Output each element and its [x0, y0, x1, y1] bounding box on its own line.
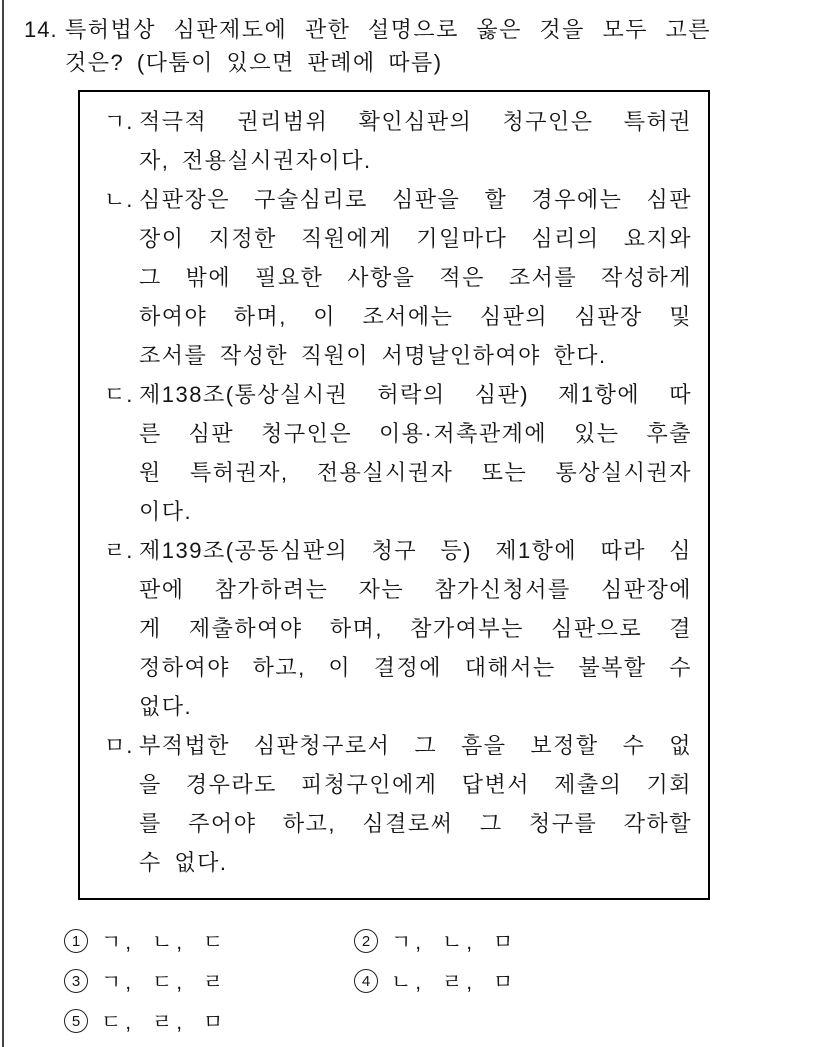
answer-choice-5[interactable]: [64, 1008, 354, 1033]
answer-choice-2[interactable]: [354, 928, 826, 953]
statement-line: 장이 지정한 직원에게 기일마다 심리의 요지와: [139, 226, 692, 251]
choice-number-circle-icon: 2: [354, 929, 378, 953]
statement-label: ㄴ.: [104, 187, 134, 212]
statement-line: 심판장은 구술심리로 심판을 할 경우에는 심판: [139, 187, 692, 212]
statement-label: ㄱ.: [104, 109, 134, 134]
choice-number-circle-icon: 3: [64, 969, 88, 993]
answer-choices: [64, 928, 826, 1033]
statement-text: [139, 102, 692, 180]
choice-number-circle-icon: 5: [64, 1009, 88, 1033]
statement-line: 게 제출하여야 하며, 참가여부는 심판으로 결: [139, 616, 692, 641]
statement-line: 를 주어야 하고, 심결로써 그 청구를 각하할: [139, 811, 692, 836]
statement-line: 제139조(공동심판의 청구 등) 제1항에 따라 심: [139, 538, 692, 563]
statement-line: 판에 참가하려는 자는 참가신청서를 심판장에: [139, 577, 692, 602]
statement-label: ㄷ.: [104, 382, 134, 407]
statement-text: [139, 375, 692, 531]
statement-line: 부적법한 심판청구로서 그 흠을 보정할 수 없: [139, 733, 692, 758]
statement-line: 제138조(통상실시권 허락의 심판) 제1항에 따: [139, 382, 692, 407]
choice-text: ㄷ, ㄹ, ㅁ: [101, 1010, 228, 1034]
statement-item-ㄱ: [104, 102, 692, 180]
statement-line: 원 특허권자, 전용실시권자 또는 통상실시권자: [139, 460, 692, 485]
statement-line: 자, 전용실시권자이다.: [139, 148, 372, 173]
choice-text: ㄱ, ㄴ, ㅁ: [391, 930, 518, 954]
answer-choice-1[interactable]: [64, 928, 354, 953]
choice-text: ㄱ, ㄷ, ㄹ: [101, 970, 228, 994]
statement-line: 이다.: [139, 499, 193, 524]
answer-choice-3[interactable]: [64, 968, 354, 993]
question-text: [65, 13, 711, 79]
choice-number-circle-icon: 4: [354, 969, 378, 993]
statement-line: 조서를 작성한 직원이 서명날인하여야 한다.: [139, 343, 607, 368]
statement-item-ㅁ: [104, 726, 692, 882]
statement-label: ㅁ.: [104, 733, 134, 758]
statement-line: 적극적 권리범위 확인심판의 청구인은 특허권: [139, 109, 692, 134]
statement-text: [139, 726, 692, 882]
statement-text: [139, 531, 692, 726]
question-block: [0, 0, 826, 79]
column-divider-line: [2, 0, 4, 1047]
statement-line: 없다.: [139, 694, 193, 719]
choice-number-circle-icon: 1: [64, 929, 88, 953]
statement-text: [139, 180, 692, 375]
statement-label: ㄹ.: [104, 538, 134, 563]
statement-item-ㄹ: [104, 531, 692, 726]
choice-text: ㄴ, ㄹ, ㅁ: [391, 970, 518, 994]
statement-item-ㄷ: [104, 375, 692, 531]
statement-line: 수 없다.: [139, 850, 228, 875]
statement-line: 정하여야 하고, 이 결정에 대해서는 불복할 수: [139, 655, 692, 680]
question-number: 14.: [24, 17, 58, 42]
statement-line: 을 경우라도 피청구인에게 답변서 제출의 기회: [139, 772, 692, 797]
choice-text: ㄱ, ㄴ, ㄷ: [101, 930, 228, 954]
statement-line: 른 심판 청구인은 이용·저촉관계에 있는 후출: [139, 421, 692, 446]
statement-line: 하여야 하며, 이 조서에는 심판의 심판장 및: [139, 304, 692, 329]
answer-choice-4[interactable]: [354, 968, 826, 993]
question-text-line-1: 특허법상 심판제도에 관한 설명으로 옳은 것을 모두 고른: [65, 17, 711, 42]
statements-box: [78, 90, 710, 900]
statement-item-ㄴ: [104, 180, 692, 375]
statement-line: 그 밖에 필요한 사항을 적은 조서를 작성하게: [139, 265, 692, 290]
question-text-line-2: 것은? (다툼이 있으면 판례에 따름): [65, 50, 443, 75]
